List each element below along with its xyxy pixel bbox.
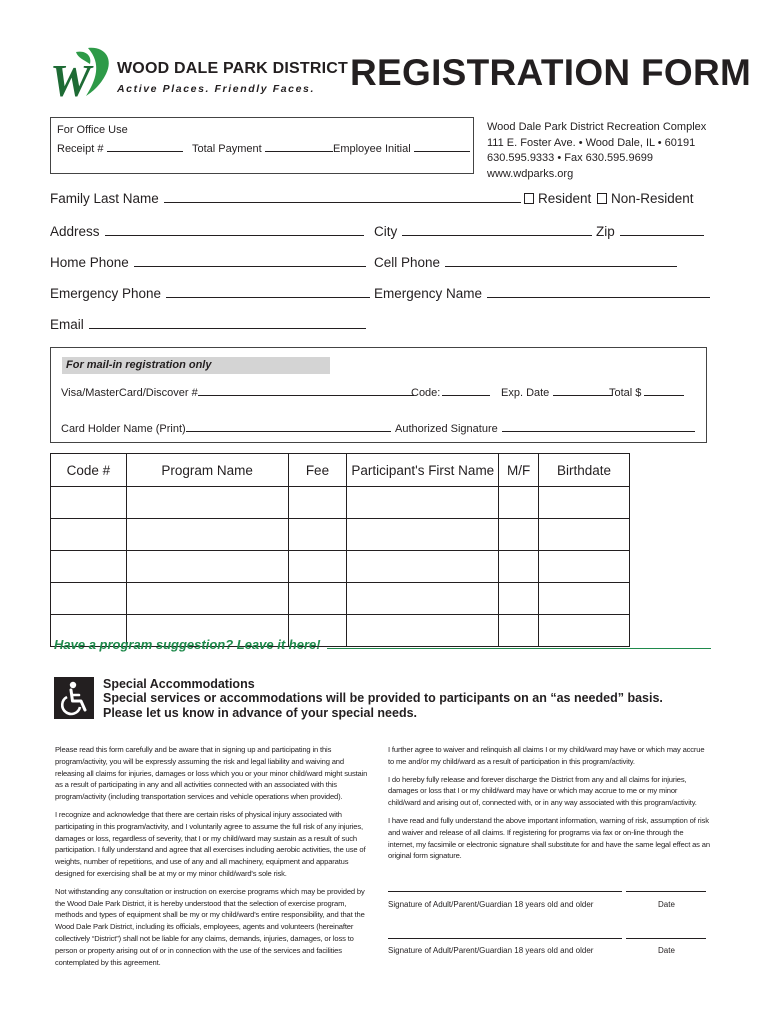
card-holder-name-field[interactable]: Card Holder Name (Print) bbox=[61, 423, 391, 435]
col-birthdate: Birthdate bbox=[539, 454, 630, 487]
table-row bbox=[51, 487, 630, 519]
resident-checkbox-icon[interactable] bbox=[524, 193, 534, 204]
date-label-1: Date bbox=[658, 900, 675, 909]
table-row bbox=[51, 583, 630, 615]
table-cell[interactable] bbox=[347, 583, 499, 615]
table-cell[interactable] bbox=[347, 519, 499, 551]
programs-table bbox=[50, 453, 630, 647]
waiver-text-left bbox=[55, 744, 373, 974]
special-accommodations-title: Special Accommodations bbox=[103, 677, 255, 691]
total-field[interactable]: Total $ bbox=[609, 387, 684, 399]
org-name: WOOD DALE PARK DISTRICT bbox=[117, 60, 348, 77]
table-cell[interactable] bbox=[288, 551, 347, 583]
table-cell[interactable] bbox=[347, 487, 499, 519]
col-program-name: Program Name bbox=[126, 454, 288, 487]
employee-initial-field[interactable]: Employee Initial bbox=[333, 143, 470, 155]
col-participant-first-name: Participant's First Name bbox=[347, 454, 499, 487]
table-cell[interactable] bbox=[539, 551, 630, 583]
signature-line-1[interactable] bbox=[388, 891, 622, 892]
non-resident-checkbox[interactable]: Non-Resident bbox=[597, 191, 694, 206]
table-cell[interactable] bbox=[347, 551, 499, 583]
contact-phone: 630.595.9333 • Fax 630.595.9699 bbox=[487, 152, 653, 164]
table-cell[interactable] bbox=[288, 583, 347, 615]
table-cell[interactable] bbox=[126, 519, 288, 551]
table-cell[interactable] bbox=[539, 583, 630, 615]
table-row bbox=[51, 551, 630, 583]
signature-label-2: Signature of Adult/Parent/Guardian 18 years old and older bbox=[388, 946, 594, 955]
card-number-field[interactable]: Visa/MasterCard/Discover # bbox=[61, 387, 414, 399]
table-cell[interactable] bbox=[499, 519, 539, 551]
table-cell[interactable] bbox=[126, 551, 288, 583]
cell-phone-field[interactable]: Cell Phone bbox=[374, 255, 677, 270]
address-field[interactable]: Address bbox=[50, 224, 364, 239]
email-field[interactable]: Email bbox=[50, 317, 366, 332]
table-cell[interactable] bbox=[499, 487, 539, 519]
waiver-paragraph: I further agree to waiver and relinquish all claims I or my child/ward may have or which may accrue to me and/or my child/ward as a result of participation in this program/activity. bbox=[388, 745, 705, 766]
resident-checkbox[interactable]: Resident bbox=[524, 191, 591, 206]
authorized-signature-field[interactable]: Authorized Signature bbox=[395, 423, 695, 435]
col-fee: Fee bbox=[288, 454, 347, 487]
table-cell[interactable] bbox=[126, 487, 288, 519]
table-row bbox=[51, 519, 630, 551]
contact-address: 111 E. Foster Ave. • Wood Dale, IL • 60191 bbox=[487, 136, 696, 149]
table-cell[interactable] bbox=[539, 487, 630, 519]
waiver-paragraph: I recognize and acknowledge that there are certain risks of physical injury associated with participating in this program/activity, and I voluntarily agree to assume the full risk of any injuries, damages or loss, regardless of severity, that I or my child/ward may sustain as a result of such participation. I fully understand and agree that all exercises including aerobic activities, the use of weights, number of repetitions, and use of any and all machinery, equipment and apparatus designed for exercising shall be at my or my minor child/ward's sole risk. bbox=[55, 809, 366, 878]
signature-line-2[interactable] bbox=[388, 938, 622, 939]
date-line-1[interactable] bbox=[626, 891, 706, 892]
table-cell[interactable] bbox=[539, 519, 630, 551]
zip-field[interactable]: Zip bbox=[596, 224, 704, 239]
table-cell[interactable] bbox=[51, 487, 127, 519]
city-field[interactable]: City bbox=[374, 224, 592, 239]
date-line-2[interactable] bbox=[626, 938, 706, 939]
col-code: Code # bbox=[51, 454, 127, 487]
table-cell[interactable] bbox=[51, 551, 127, 583]
table-cell[interactable] bbox=[499, 583, 539, 615]
exp-date-field[interactable]: Exp. Date bbox=[501, 387, 612, 399]
suggestion-line[interactable] bbox=[327, 639, 711, 649]
receipt-field[interactable]: Receipt # bbox=[57, 143, 183, 155]
tagline: Active Places. Friendly Faces. bbox=[117, 83, 315, 95]
suggestion-label: Have a program suggestion? Leave it here! bbox=[54, 637, 321, 652]
waiver-paragraph: I do hereby fully release and forever discharge the District from any and all claims for injuries, damages or loss that I or my child/ward may have or which may accrue to me or my minor child/ward and arising out of, connected with, or in any way associated with this program/activity. bbox=[388, 774, 697, 808]
contact-web: www.wdparks.org bbox=[487, 167, 574, 180]
special-accommodations-text: Special services or accommodations will be provided to participants on an “as needed” basis. Please let us know in advance of your special needs. bbox=[103, 691, 663, 720]
emergency-name-field[interactable]: Emergency Name bbox=[374, 286, 710, 301]
card-code-field[interactable]: Code: bbox=[411, 387, 490, 399]
office-use-heading: For Office Use bbox=[57, 124, 128, 136]
date-label-2: Date bbox=[658, 946, 675, 955]
mail-in-heading: For mail-in registration only bbox=[62, 357, 330, 374]
table-cell[interactable] bbox=[51, 519, 127, 551]
home-phone-field[interactable]: Home Phone bbox=[50, 255, 366, 270]
table-cell[interactable] bbox=[51, 583, 127, 615]
total-payment-field[interactable]: Total Payment bbox=[192, 143, 333, 155]
col-mf: M/F bbox=[499, 454, 539, 487]
contact-info bbox=[487, 120, 706, 182]
family-last-name-field[interactable]: Family Last Name bbox=[50, 191, 521, 206]
waiver-paragraph: I have read and fully understand the above important information, warning of risk, assumption of risk and waiver and release of all claims. If registering for programs via fax or on-line through the internet, my facsimile or electronic signature shall substitute for and have the same legal effect as an original form signature. bbox=[388, 815, 710, 861]
emergency-phone-field[interactable]: Emergency Phone bbox=[50, 286, 370, 301]
waiver-paragraph: Please read this form carefully and be aware that in signing up and participating in this program/activity, you will be expressly assuming the risk and legal liability and waiving and releasing all claims for injuries, damages or loss which you or your minor child/ward might sustain as a result of participating in any and all activities connected with an associated with this program/activity (including transportation services and vehicle operations when provided). bbox=[55, 745, 368, 802]
accessibility-icon bbox=[54, 677, 94, 719]
table-cell[interactable] bbox=[288, 487, 347, 519]
table-cell[interactable] bbox=[288, 519, 347, 551]
form-title: REGISTRATION FORM bbox=[350, 52, 752, 93]
program-suggestion-field[interactable] bbox=[54, 637, 711, 652]
table-cell[interactable] bbox=[126, 583, 288, 615]
svg-text:W: W bbox=[50, 55, 91, 106]
park-district-logo bbox=[48, 44, 114, 106]
table-header-row bbox=[51, 454, 630, 487]
office-use-box bbox=[50, 117, 474, 174]
table-cell[interactable] bbox=[499, 551, 539, 583]
signature-label-1: Signature of Adult/Parent/Guardian 18 years old and older bbox=[388, 900, 594, 909]
non-resident-checkbox-icon[interactable] bbox=[597, 193, 607, 204]
waiver-paragraph: Not withstanding any consultation or instruction on exercise programs which may be provided by the Wood Dale Park District, it is hereby understood that the selection of exercise program, methods and types of equipment shall be my or my child/ward's entire responsibility, and that the Wood Dale Park District, including its officials, employees, agents and volunteers (hereinafter collectively “District”) shall not be liable for any claims, demands, injuries, damages, or loss to person or property arising out of or in connection with the use of the services and facilities contemplated by this agreement. bbox=[55, 886, 365, 967]
contact-name: Wood Dale Park District Recreation Complex bbox=[487, 121, 707, 133]
waiver-text-right bbox=[388, 744, 710, 868]
